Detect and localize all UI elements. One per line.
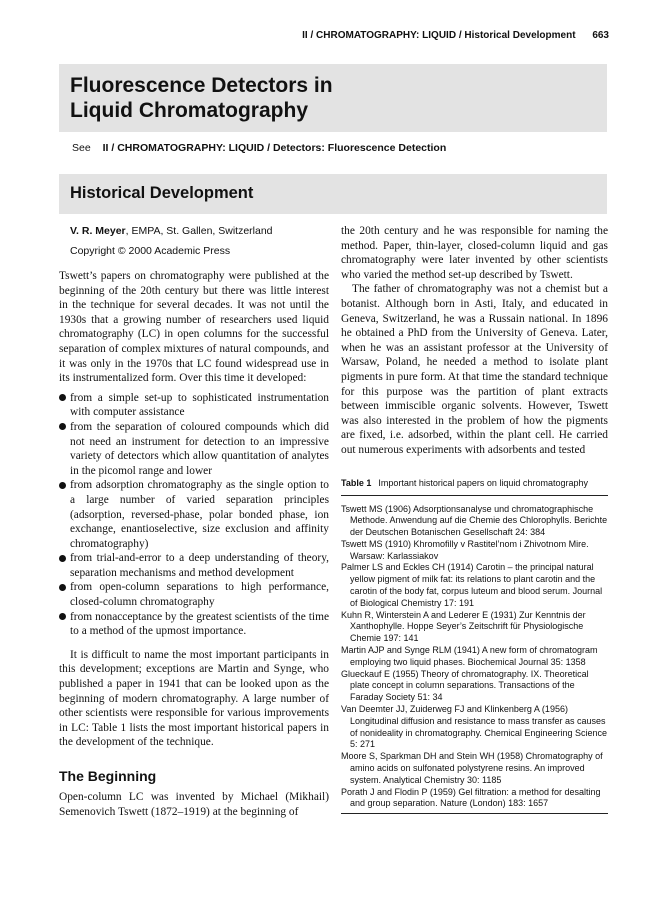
left-body [59, 269, 329, 819]
right-body [341, 224, 608, 458]
paragraph-continuation: the 20th century and he was responsible for naming the method. Paper, thin-layer, closed-column liquid and gas chromatography were later invented by other scientists who varied the method set-up described by Tswett. [341, 225, 608, 281]
bullet-icon [59, 482, 66, 489]
author-line [59, 224, 329, 238]
see-also-label: See [72, 142, 91, 154]
page-number: 663 [592, 30, 609, 41]
article-title-box [59, 64, 607, 132]
table-row: Porath J and Flodin P (1959) Gel filtration: a method for desalting and group separation. Nature (London) 183: 1657 [341, 786, 601, 809]
bullet-icon [59, 394, 66, 401]
historical-papers-table [341, 496, 608, 815]
table-row: Martin AJP and Synge RLM (1941) A new form of chromatogram employing two liquid phases. Biochemical Journal 35: 1358 [341, 645, 598, 667]
table-caption [341, 478, 608, 496]
table-caption-text: Important historical papers on liquid chromatography [378, 477, 588, 488]
bullet-icon [59, 423, 66, 430]
list-item: from adsorption chromatography as the single option to a large number of varied separation principles (adsorption, reversed-phase, polar bonded phase, ion exchange, enantioselective, size exclusion and affinity chromatography) [59, 478, 329, 551]
paragraph-beginning: Open-column LC was invented by Michael (Mikhail) Semenovich Tswett (1872–1919) at the beginning of [59, 791, 329, 818]
author-affiliation: , EMPA, St. Gallen, Switzerland [125, 225, 273, 237]
running-head [302, 30, 609, 41]
list-item: from the separation of coloured compounds which did not need an instrument for detection to an impressive variety of detectors which allow quantitation of analytes in the picomol range and lower [59, 420, 329, 478]
bullet-icon [59, 555, 66, 562]
list-item: from a simple set-up to sophisticated instrumentation with computer assistance [59, 391, 329, 420]
table-row: Glueckauf E (1955) Theory of chromatography. IX. Theoretical plate concept in column separations. Transactions of the Faraday Society 51: 34 [341, 668, 589, 703]
left-column [59, 224, 329, 819]
table-row: Kuhn R, Winterstein A and Lederer E (1931) Zur Kenntnis der Xanthophylle. Hoppe Seyer’s Zeitschrift für Physiologische Chemie 197: 141 [341, 609, 586, 644]
see-also-reference[interactable]: II / CHROMATOGRAPHY: LIQUID / Detectors: Fluorescence Detection [102, 142, 447, 154]
article-title [59, 64, 607, 123]
table-row: Van Deemter JJ, Zuiderweg FJ and Klinkenberg A (1956) Longitudinal diffusion and resistance to mass transfer as causes of nonideality in chromatography. Chemical Engineering Science 5: 271 [341, 704, 607, 750]
see-also [72, 142, 446, 154]
list-item: from nonacceptance by the greatest scientists of the time to a method of the upmost importance. [59, 610, 329, 639]
table-row: Palmer LS and Eckles CH (1914) Carotin – the principal natural yellow pigment of milk fat: its relations to plant carotin and the carotin of the body fat, corpus luteum and blood serum. Journal of Biological Chemistry 17: 191 [341, 562, 603, 608]
running-head-title: II / CHROMATOGRAPHY: LIQUID / Historical Development [302, 30, 576, 41]
paragraph-participants: It is difficult to name the most important participants in this development; exceptions are Martin and Synge, who published a paper in 1941 that can be looked upon as the beginning of modern chromatography. A large number of other scientists were responsible for various improvements in LC: Table 1 lists the most important historical papers in the development of the technique. [59, 648, 329, 749]
table-row: Tswett MS (1910) Khromofilly v Rastitel’nom i Zhivotnom Mire. Warsaw: Karlassiakov [341, 538, 589, 561]
table-row: Moore S, Sparkman DH and Stein WH (1958) Chromatography of amino acids on sulfonated polystyrene resins. An improved system. Analytical Chemistry 30: 1185 [341, 751, 603, 785]
bullet-icon [59, 584, 66, 591]
article-title-line1: Fluorescence Detectors in [70, 74, 333, 97]
copyright: Copyright © 2000 Academic Press [70, 245, 231, 257]
development-list [59, 391, 329, 639]
table-label: Table 1 [341, 477, 372, 488]
paragraph-father-of-chromatography: The father of chromatography was not a chemist but a botanist. Although born in Asti, Italy, and educated in Geneva, Switzerland, he was a Russain national. In 1896 he obtained a PhD from the University of Geneva. Later, when he was an assistant professor at the University of Warsaw, Poland, he needed a method to isolate plant pigments in pure form. At that time the standard technique for this purpose was the partition of plant extracts between immiscible organic solvents. However, Tswett was also interested in the problem of how the pigments are fixed, i.e. adsorbed, within the plant cell. He carried out numerous experiments with adsorbents and tested [341, 283, 608, 456]
list-item: from open-column separations to high performance, closed-column chromatography [59, 580, 329, 609]
subheading-the-beginning: The Beginning [59, 768, 157, 784]
section-title: Historical Development [70, 184, 254, 202]
right-column [341, 224, 608, 814]
section-title-box [59, 174, 607, 214]
table-row: Tswett MS (1906) Adsorptionsanalyse und chromatographische Methode. Anwendung auf die Chemie des Chlorophylls. Berichte der Deutschen Botanischen Gesellschaft 24: 384 [341, 503, 608, 538]
article-title-line2: Liquid Chromatography [70, 99, 308, 122]
list-item: from trial-and-error to a deep understanding of theory, separation mechanisms and method development [59, 551, 329, 580]
bullet-icon [59, 613, 66, 620]
intro-paragraph: Tswett’s papers on chromatography were published at the beginning of the 20th century but there was little interest in the technique for several decades. It was not until the 1930s that a growing number of researchers used liquid chromatography (LC) in open columns for the successful separation of complex mixtures of natural compounds, and it was only in the 1970s that LC found widespread use in its instrumentalized form. Over this time it developed: [59, 270, 329, 385]
author-name: V. R. Meyer [70, 225, 126, 237]
